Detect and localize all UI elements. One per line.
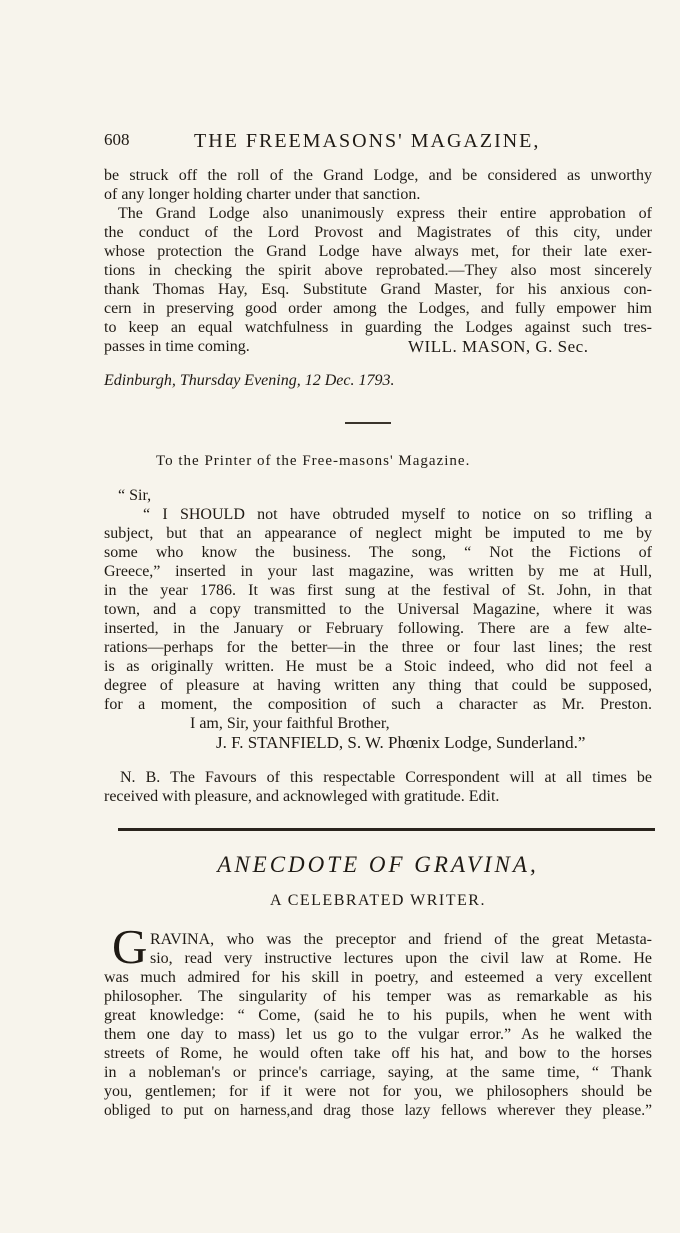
text-line: streets of Rome, he would often take off his hat, and bow to the horses	[104, 1045, 652, 1062]
text-line: RAVINA, who was the preceptor and friend of the great Metasta-	[150, 931, 652, 948]
text-line: great knowledge: “ Come, (said he to his pupils, when he went with	[104, 1007, 652, 1024]
drop-cap: G	[112, 919, 148, 974]
text-line: subject, but that an appearance of neglect might be imputed to me by	[104, 525, 652, 542]
text-line: them one day to mass) let us go to the vulgar error.” As he walked the	[104, 1026, 652, 1043]
text-line: thank Thomas Hay, Esq. Substitute Grand Master, for his anxious con-	[104, 281, 652, 298]
editor-note: received with pleasure, and acknowleged with gratitude. Edit.	[104, 788, 500, 805]
text-line: tions in checking the spirit above reprobated.—They also most sincerely	[104, 262, 652, 279]
text-line: rations—perhaps for the better—in the three or four last lines; the rest	[104, 639, 652, 656]
letter-closing: I am, Sir, your faithful Brother,	[190, 715, 390, 732]
text-line: passes in time coming.	[104, 338, 250, 355]
text-line: philosopher. The singularity of his temper was as remarkable as his	[104, 988, 652, 1005]
text-line: obliged to put on harness,and drag those lazy fellows wherever they please.”	[104, 1102, 652, 1119]
ornament-rule	[345, 422, 391, 424]
letter-heading: To the Printer of the Free-masons' Magazine.	[156, 453, 471, 469]
text-line: to keep an equal watchfulness in guarding the Lodges against such tres-	[104, 319, 652, 336]
secretary-signature: WILL. MASON, G. Sec.	[408, 337, 589, 356]
running-title: THE FREEMASONS' MAGAZINE,	[194, 130, 541, 152]
dateline: Edinburgh, Thursday Evening, 12 Dec. 1793.	[104, 372, 395, 389]
text-line: “ I SHOULD not have obtruded myself to notice on so trifling a	[143, 506, 652, 523]
text-line: the conduct of the Lord Provost and Magistrates of this city, under	[104, 224, 652, 241]
page-header	[104, 130, 652, 156]
text-line: is as originally written. He must be a Stoic indeed, who did not feel a	[104, 658, 652, 675]
text-line: be struck off the roll of the Grand Lodge, and be considered as unworthy	[104, 167, 652, 184]
text-line: town, and a copy transmitted to the Universal Magazine, where it was	[104, 601, 652, 618]
text-line: some who know the business. The song, “ Not the Fictions of	[104, 544, 652, 561]
text-line: in the year 1786. It was first sung at the festival of St. John, in that	[104, 582, 652, 599]
text-line: Greece,” inserted in your last magazine, was written by me at Hull,	[104, 563, 652, 580]
text-line: in a nobleman's or prince's carriage, saying, at the same time, “ Thank	[104, 1064, 652, 1081]
article-subtitle: A CELEBRATED WRITER.	[270, 892, 486, 909]
text-line: The Grand Lodge also unanimously express their entire approbation of	[118, 205, 652, 222]
article-title: ANECDOTE OF GRAVINA,	[217, 852, 539, 877]
text-line: for a moment, the composition of such a character as Mr. Preston.	[104, 696, 652, 713]
text-line: cern in preserving good order among the Lodges, and fully empower him	[104, 300, 652, 317]
section-divider	[118, 828, 655, 831]
text-line: sio, read very instructive lectures upon the civil law at Rome. He	[150, 950, 652, 967]
text-line: degree of pleasure at having written any thing that could be supposed,	[104, 677, 652, 694]
letter-salutation: “ Sir,	[118, 487, 152, 504]
text-line: inserted, in the January or February following. There are a few alte-	[104, 620, 652, 637]
text-line: was much admired for his skill in poetry, and esteemed a very excellent	[104, 969, 652, 986]
text-line: whose protection the Grand Lodge have always met, for their late exer-	[104, 243, 652, 260]
text-line: of any longer holding charter under that sanction.	[104, 186, 421, 203]
editor-note: N. B. The Favours of this respectable Correspondent will at all times be	[120, 769, 652, 786]
text-line: you, gentlemen; for if it were not for you, we philosophers should be	[104, 1083, 652, 1100]
letter-signature: J. F. STANFIELD, S. W. Phœnix Lodge, Sunderland.”	[216, 733, 586, 752]
page-number: 608	[104, 130, 130, 149]
